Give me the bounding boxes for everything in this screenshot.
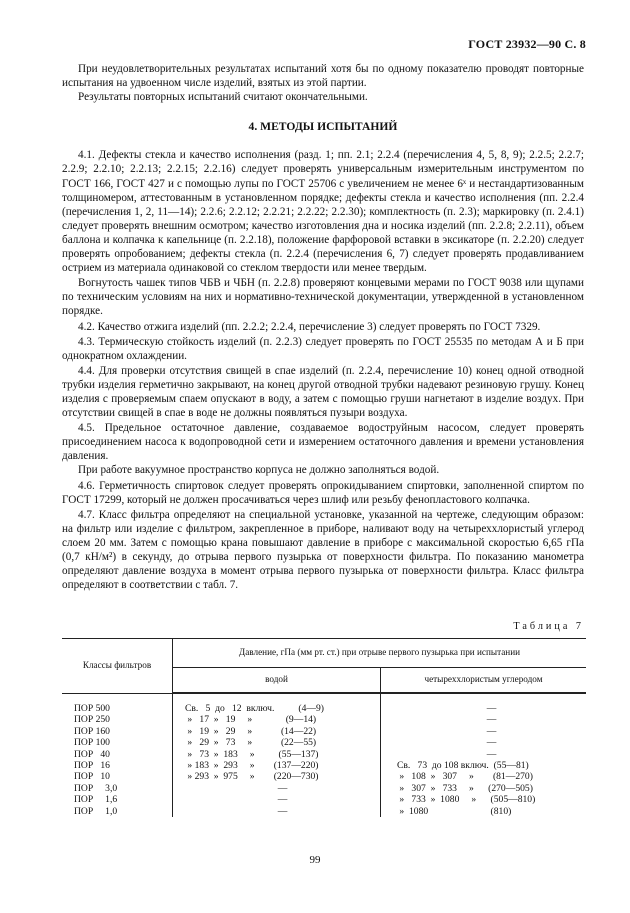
paragraph-4-2: 4.2. Качество отжига изделий (пп. 2.2.2; 2.2.4, перечисление 3) следует проверять по ГОСТ 7329. <box>78 320 541 333</box>
cell-water: Св. 5 до 12 включ. (4—9) <box>173 694 381 715</box>
cell-class: ПОР 250 <box>62 714 173 725</box>
table-row <box>62 806 586 817</box>
paragraph-4-1: 4.1. Дефекты стекла и качество исполнения (разд. 1; пп. 2.1; 2.2.4 (перечисления 4, 5, 8, 9); 2.2.5; 2.2.7; 2.2.9; 2.2.10; 2.2.13; 2.2.15; 2.2.16) следует проверять универсальным измерительным инструментом по ГОСТ 166, ГОСТ 427 и с помощью лупы по ГОСТ 25706 с увеличением не менее 6ˣ и нестандартизованным толщиномером, аттестованным в установленном порядке; дефекты стекла и качество исполнения (пп. 2.2.4 (перечисления 1, 2, 11—14); 2.2.6; 2.2.12; 2.2.21; 2.2.22; 2.2.30); комплектность (п. 2.3); маркировку (п. 2.4.1) следует проверять внешним осмотром; качество изготовления дна и носика изделий (пп. 2.2.8; 2.2.11), объем баллона и колпачка к капельнице (п. 2.2.18), положение фарфоровой вставки в эксикаторе (п. 2.2.20) следует проверять опробованием; дефекты стекла (п. 2.2.4 (перечисления 6, 7) следует проверять продавливанием острием из материала одинаковой со стеклом твердости или менее твердым. <box>62 149 584 275</box>
cell-carbon: — <box>486 725 497 737</box>
header-pressure: Давление, гПа (мм рт. ст.) при отрыве первого пузырька при испытании <box>173 639 587 668</box>
cell-class: ПОР 40 <box>62 749 173 760</box>
cell-carbon: » 733 » 1080 » (505—810) <box>397 794 536 806</box>
cell-water: » 17 » 19 » (9—14) <box>173 714 381 725</box>
body-text <box>62 62 584 592</box>
paragraph-4-4: 4.4. Для проверки отсутствия свищей в спае изделий (п. 2.2.4, перечисление 10) конец одной отводной трубки изделия герметично закрывают, на конец другой отводной трубки надевают резиновую грушу. Конец изделия с проверяемым спаем опускают в воду, а затем с помощью груши нагнетают в изделие воздух. При отсутствии свищей в спае в воде не должны появляться пузыри воздуха. <box>62 364 584 420</box>
cell-water: » 183 » 293 » (137—220) <box>173 760 381 771</box>
paragraph-concavity: Вогнутость чашек типов ЧБВ и ЧБН (п. 2.2.8) проверяют концевыми мерами по ГОСТ 9038 или щупами по техническим условиям на них и нормативно-технической документации, утвержденной в установленном порядке. <box>62 277 584 318</box>
intro-paragraph: Результаты повторных испытаний считают окончательными. <box>78 91 368 104</box>
cell-water: » 29 » 73 » (22—55) <box>173 737 381 748</box>
table-row <box>62 771 586 782</box>
header-carbon-tetrachloride: четыреххлористым углеродом <box>381 668 587 693</box>
cell-class: ПОР 16 <box>62 760 173 771</box>
table-row <box>62 694 586 715</box>
cell-carbon: — <box>486 748 497 760</box>
cell-carbon: — <box>486 703 497 714</box>
cell-class: ПОР 500 <box>62 694 173 715</box>
intro-paragraph: При неудовлетворительных результатах испытаний хотя бы по одному показателю проводят повторные испытания на удвоенном числе изделий, взятых из этой партии. <box>62 63 584 90</box>
cell-class: ПОР 160 <box>62 726 173 737</box>
section-title: 4. МЕТОДЫ ИСПЫТАНИЙ <box>248 120 398 134</box>
page-number: 99 <box>309 854 321 866</box>
paragraph-4-3: 4.3. Термическую стойкость изделий (п. 2.2.3) следует проверять по ГОСТ 25535 по методам А и Б при однократном охлаждении. <box>62 335 584 362</box>
cell-carbon: — <box>486 714 497 726</box>
table-row <box>62 760 586 771</box>
table-row <box>62 714 586 725</box>
cell-class: ПОР 100 <box>62 737 173 748</box>
cell-class: ПОР 1,0 <box>62 806 173 817</box>
paragraph-4-5: 4.5. Предельное остаточное давление, создаваемое водоструйным насосом, следует проверять присоединением насоса к водопроводной сети и измерением остаточного давления и времени установления давления. <box>62 422 584 463</box>
paragraph-vacuum: При работе вакуумное пространство корпуса не должно заполняться водой. <box>78 464 440 477</box>
header-filter-classes: Классы фильтров <box>62 639 173 693</box>
cell-carbon: » 1080 (810) <box>397 805 512 817</box>
cell-water: » 293 » 975 » (220—730) <box>173 771 381 782</box>
filter-class-table <box>62 638 586 817</box>
table-row <box>62 737 586 748</box>
cell-water: — <box>173 783 381 794</box>
table-row <box>62 749 586 760</box>
cell-carbon: Св. 73 до 108 включ. (55—81) <box>397 760 529 772</box>
page-header: ГОСТ 23932—90 С. 8 <box>468 37 586 51</box>
cell-carbon: » 307 » 733 » (270—505) <box>397 782 533 794</box>
header-water: водой <box>173 668 381 693</box>
table-caption: Таблица 7 <box>513 621 584 632</box>
cell-carbon: — <box>486 737 497 749</box>
cell-water: » 73 » 183 » (55—137) <box>173 749 381 760</box>
table-row <box>62 794 586 805</box>
cell-carbon: » 108 » 307 » (81—270) <box>397 771 533 783</box>
paragraph-4-6: 4.6. Герметичность спиртовок следует проверять опрокидыванием спиртовки, заполненной спиртом по ГОСТ 17299, который не должен просачиваться через шлиф или резьбу фенопластового колпачка. <box>62 479 584 506</box>
cell-class: ПОР 1,6 <box>62 794 173 805</box>
cell-water: — <box>173 794 381 805</box>
cell-water: » 19 » 29 » (14—22) <box>173 726 381 737</box>
cell-class: ПОР 3,0 <box>62 783 173 794</box>
paragraph-4-7: 4.7. Класс фильтра определяют на специальной установке, указанной на чертеже, следующим образом: на фильтр или изделие с фильтром, закрепленное в приборе, наливают воду на четыреххлористый углерод слоем 20 мм. Затем с помощью крана повышают давление в приборе с максимальной скоростью 6,65 гПа (0,7 кН/м²) в секунду, до отрыва первого пузырька от поверхности фильтра. По показанию манометра определяют давление воздуха в момент отрыва первого пузырька от поверхности фильтра. Класс фильтра определяют в соответствии с табл. 7. <box>62 508 584 592</box>
cell-water: — <box>173 806 381 817</box>
table-row <box>62 783 586 794</box>
table-row <box>62 726 586 737</box>
cell-class: ПОР 10 <box>62 771 173 782</box>
